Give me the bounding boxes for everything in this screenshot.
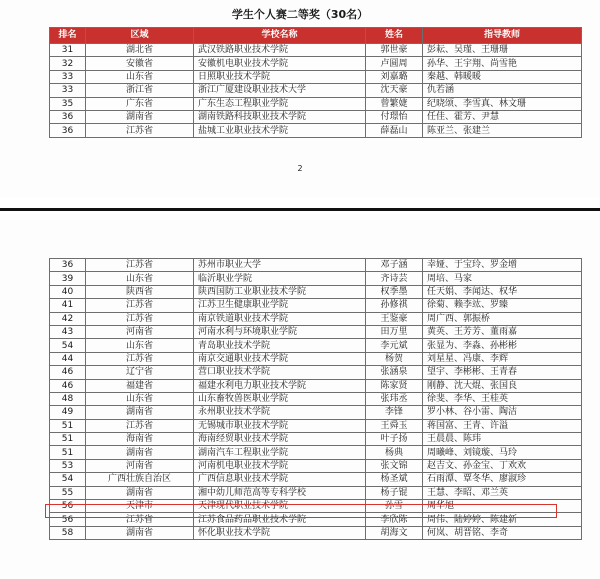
teacher-cell: 孙华、王宇翔、尚雪艳 [423, 57, 582, 70]
region-cell: 安徽省 [86, 57, 194, 70]
name-cell: 张涵泉 [366, 366, 423, 379]
teacher-cell: 秦越、韩暖暖 [423, 70, 582, 83]
column-header: 区域 [86, 28, 194, 44]
name-cell: 付璟怡 [366, 110, 423, 123]
school-cell: 浙江广厦建设职业技术大学 [194, 84, 366, 97]
teacher-cell: 石雨潭、覃冬华、廖淑珍 [423, 473, 582, 486]
document-page-1 [0, 0, 600, 197]
region-cell: 湖南省 [86, 526, 194, 539]
school-cell: 怀化职业技术学院 [194, 526, 366, 539]
rank-cell: 36 [50, 259, 86, 272]
document-page-2 [0, 214, 600, 579]
school-cell: 青岛职业技术学院 [194, 339, 366, 352]
region-cell: 海南省 [86, 433, 194, 446]
name-cell: 杨子锟 [366, 486, 423, 499]
school-cell: 河南机电职业技术学院 [194, 459, 366, 472]
table-row [50, 379, 582, 392]
name-cell: 杨典 [366, 446, 423, 459]
name-cell: 邓子涵 [366, 259, 423, 272]
region-cell: 江苏省 [86, 352, 194, 365]
rank-cell: 40 [50, 285, 86, 298]
table-row [50, 419, 582, 432]
school-cell: 广西信息职业技术学院 [194, 473, 366, 486]
teacher-cell: 刘星星、冯康、李辉 [423, 352, 582, 365]
region-cell: 江苏省 [86, 124, 194, 137]
school-cell: 江苏卫生健康职业学院 [194, 299, 366, 312]
table-row [50, 352, 582, 365]
school-cell: 山东畜牧兽医职业学院 [194, 392, 366, 405]
table-row [50, 433, 582, 446]
table-row [50, 325, 582, 338]
rank-cell: 56 [50, 513, 86, 526]
rank-cell: 56 [50, 500, 86, 513]
table-row [50, 97, 582, 110]
school-cell: 陕西国防工业职业技术学院 [194, 285, 366, 298]
school-cell: 武汉铁路职业技术学院 [194, 44, 366, 57]
table-row [50, 366, 582, 379]
rank-cell: 36 [50, 110, 86, 123]
region-cell: 福建省 [86, 379, 194, 392]
school-cell: 南京铁道职业技术学院 [194, 312, 366, 325]
column-header: 排名 [50, 28, 86, 44]
region-cell: 山东省 [86, 70, 194, 83]
teacher-cell: 任佳、霍芳、尹慧 [423, 110, 582, 123]
table-row [50, 500, 582, 513]
column-header: 指导教师 [423, 28, 582, 44]
results-table-page-2 [49, 258, 582, 540]
name-cell: 张文锦 [366, 459, 423, 472]
school-cell: 湖南汽车工程职业学院 [194, 446, 366, 459]
table-row [50, 259, 582, 272]
rank-cell: 35 [50, 97, 86, 110]
table-row [50, 392, 582, 405]
rank-cell: 32 [50, 57, 86, 70]
teacher-cell: 周广西、郭振桥 [423, 312, 582, 325]
teacher-cell: 幸娅、于宝玲、罗金增 [423, 259, 582, 272]
name-cell: 王舜玉 [366, 419, 423, 432]
teacher-cell: 徐菊、赖李竑、罗臻 [423, 299, 582, 312]
name-cell: 薛磊山 [366, 124, 423, 137]
results-table-page-1 [49, 27, 582, 138]
teacher-cell: 彭耘、吴瑾、王珊珊 [423, 44, 582, 57]
school-cell: 临沂职业学院 [194, 272, 366, 285]
table-row [50, 285, 582, 298]
rank-cell: 48 [50, 392, 86, 405]
school-cell: 广东生态工程职业学院 [194, 97, 366, 110]
teacher-cell: 任天娟、李闻达、权华 [423, 285, 582, 298]
rank-cell: 36 [50, 124, 86, 137]
table-row [50, 299, 582, 312]
region-cell: 湖南省 [86, 406, 194, 419]
school-cell: 天津现代职业技术学院 [194, 500, 366, 513]
school-cell: 海南经贸职业技术学院 [194, 433, 366, 446]
name-cell: 沈天豪 [366, 84, 423, 97]
school-cell: 南京交通职业技术学院 [194, 352, 366, 365]
table-row [50, 272, 582, 285]
region-cell: 湖南省 [86, 486, 194, 499]
name-cell: 孙雪 [366, 500, 423, 513]
name-cell: 权季墨 [366, 285, 423, 298]
region-cell: 河南省 [86, 459, 194, 472]
school-cell: 日照职业技术学院 [194, 70, 366, 83]
region-cell: 山东省 [86, 339, 194, 352]
name-cell: 陈家贤 [366, 379, 423, 392]
name-cell: 杨贺 [366, 352, 423, 365]
name-cell: 胡海文 [366, 526, 423, 539]
teacher-cell: 周培、马家 [423, 272, 582, 285]
name-cell: 郭世豪 [366, 44, 423, 57]
name-cell: 张玮丞 [366, 392, 423, 405]
school-cell: 湖南铁路科技职业技术学院 [194, 110, 366, 123]
school-cell: 湘中幼儿师范高等专科学校 [194, 486, 366, 499]
teacher-cell: 仇若涵 [423, 84, 582, 97]
region-cell: 江苏省 [86, 419, 194, 432]
table-row [50, 70, 582, 83]
table-row [50, 526, 582, 539]
teacher-cell: 张显为、李淼、孙彬彬 [423, 339, 582, 352]
region-cell: 江苏省 [86, 259, 194, 272]
table-row [50, 459, 582, 472]
rank-cell: 58 [50, 526, 86, 539]
school-cell: 营口职业技术学院 [194, 366, 366, 379]
column-header: 学校名称 [194, 28, 366, 44]
teacher-cell: 何岚、胡晋铭、李奇 [423, 526, 582, 539]
school-cell: 苏州市职业大学 [194, 259, 366, 272]
teacher-cell: 徐斐、李华、王桂英 [423, 392, 582, 405]
rank-cell: 41 [50, 299, 86, 312]
region-cell: 山东省 [86, 392, 194, 405]
name-cell: 刘嘉璐 [366, 70, 423, 83]
column-header: 姓名 [366, 28, 423, 44]
name-cell: 李锋 [366, 406, 423, 419]
region-cell: 江苏省 [86, 299, 194, 312]
region-cell: 天津市 [86, 500, 194, 513]
table-row [50, 513, 582, 526]
region-cell: 湖南省 [86, 110, 194, 123]
teacher-cell: 罗小林、谷小雷、陶洁 [423, 406, 582, 419]
table-row [50, 446, 582, 459]
teacher-cell: 王晨晨、陈玮 [423, 433, 582, 446]
name-cell: 王鉴豪 [366, 312, 423, 325]
region-cell: 广东省 [86, 97, 194, 110]
name-cell: 齐诗芸 [366, 272, 423, 285]
teacher-cell: 王慧、李昭、邓兰英 [423, 486, 582, 499]
teacher-cell: 陈亚兰、张建兰 [423, 124, 582, 137]
region-cell: 江苏省 [86, 312, 194, 325]
rank-cell: 51 [50, 446, 86, 459]
name-cell: 田万里 [366, 325, 423, 338]
rank-cell: 51 [50, 419, 86, 432]
table-row [50, 110, 582, 123]
rank-cell: 31 [50, 44, 86, 57]
rank-cell: 49 [50, 406, 86, 419]
school-cell: 江苏食品药品职业技术学院 [194, 513, 366, 526]
name-cell: 孙修祺 [366, 299, 423, 312]
teacher-cell: 周伟、陆婷婷、陈建新 [423, 513, 582, 526]
teacher-cell: 周曦峰、刘镜璇、马玲 [423, 446, 582, 459]
rank-cell: 54 [50, 339, 86, 352]
table-row [50, 44, 582, 57]
name-cell: 叶子扬 [366, 433, 423, 446]
table-row [50, 339, 582, 352]
table-row [50, 84, 582, 97]
school-cell: 安徽机电职业技术学院 [194, 57, 366, 70]
school-cell: 福建水利电力职业技术学院 [194, 379, 366, 392]
rank-cell: 33 [50, 84, 86, 97]
rank-cell: 39 [50, 272, 86, 285]
page-number: 2 [297, 164, 303, 173]
table-row [50, 473, 582, 486]
teacher-cell: 赵吉文、孙金宝、丁欢欢 [423, 459, 582, 472]
rank-cell: 43 [50, 325, 86, 338]
table-header-row [50, 28, 582, 44]
table-row [50, 57, 582, 70]
rank-cell: 53 [50, 459, 86, 472]
name-cell: 卢圆周 [366, 57, 423, 70]
school-cell: 河南水利与环境职业学院 [194, 325, 366, 338]
rank-cell: 54 [50, 473, 86, 486]
rank-cell: 55 [50, 486, 86, 499]
region-cell: 湖南省 [86, 446, 194, 459]
region-cell: 广西壮族自治区 [86, 473, 194, 486]
award-title: 学生个人赛二等奖（30名） [231, 8, 369, 21]
name-cell: 曾繁婕 [366, 97, 423, 110]
rank-cell: 46 [50, 379, 86, 392]
name-cell: 李元斌 [366, 339, 423, 352]
name-cell: 杨圣斌 [366, 473, 423, 486]
teacher-cell: 纪晓颂、李雪真、林文珊 [423, 97, 582, 110]
teacher-cell: 黄英、王芳芳、董雨嘉 [423, 325, 582, 338]
page-divider [0, 197, 600, 214]
region-cell: 山东省 [86, 272, 194, 285]
rank-cell: 44 [50, 352, 86, 365]
name-cell: 李欣陈 [366, 513, 423, 526]
region-cell: 辽宁省 [86, 366, 194, 379]
teacher-cell: 周华旭 [423, 500, 582, 513]
table-row [50, 406, 582, 419]
region-cell: 湖北省 [86, 44, 194, 57]
teacher-cell: 望宇、李彬彬、王青春 [423, 366, 582, 379]
teacher-cell: 刚静、沈大焜、张国良 [423, 379, 582, 392]
school-cell: 盐城工业职业技术学院 [194, 124, 366, 137]
school-cell: 永州职业技术学院 [194, 406, 366, 419]
rank-cell: 33 [50, 70, 86, 83]
region-cell: 江苏省 [86, 513, 194, 526]
region-cell: 河南省 [86, 325, 194, 338]
rank-cell: 42 [50, 312, 86, 325]
school-cell: 无锡城市职业技术学院 [194, 419, 366, 432]
region-cell: 陕西省 [86, 285, 194, 298]
rank-cell: 51 [50, 433, 86, 446]
table-row [50, 486, 582, 499]
teacher-cell: 蒋国富、王青、许溢 [423, 419, 582, 432]
table-row [50, 312, 582, 325]
rank-cell: 46 [50, 366, 86, 379]
table-row [50, 124, 582, 137]
region-cell: 浙江省 [86, 84, 194, 97]
